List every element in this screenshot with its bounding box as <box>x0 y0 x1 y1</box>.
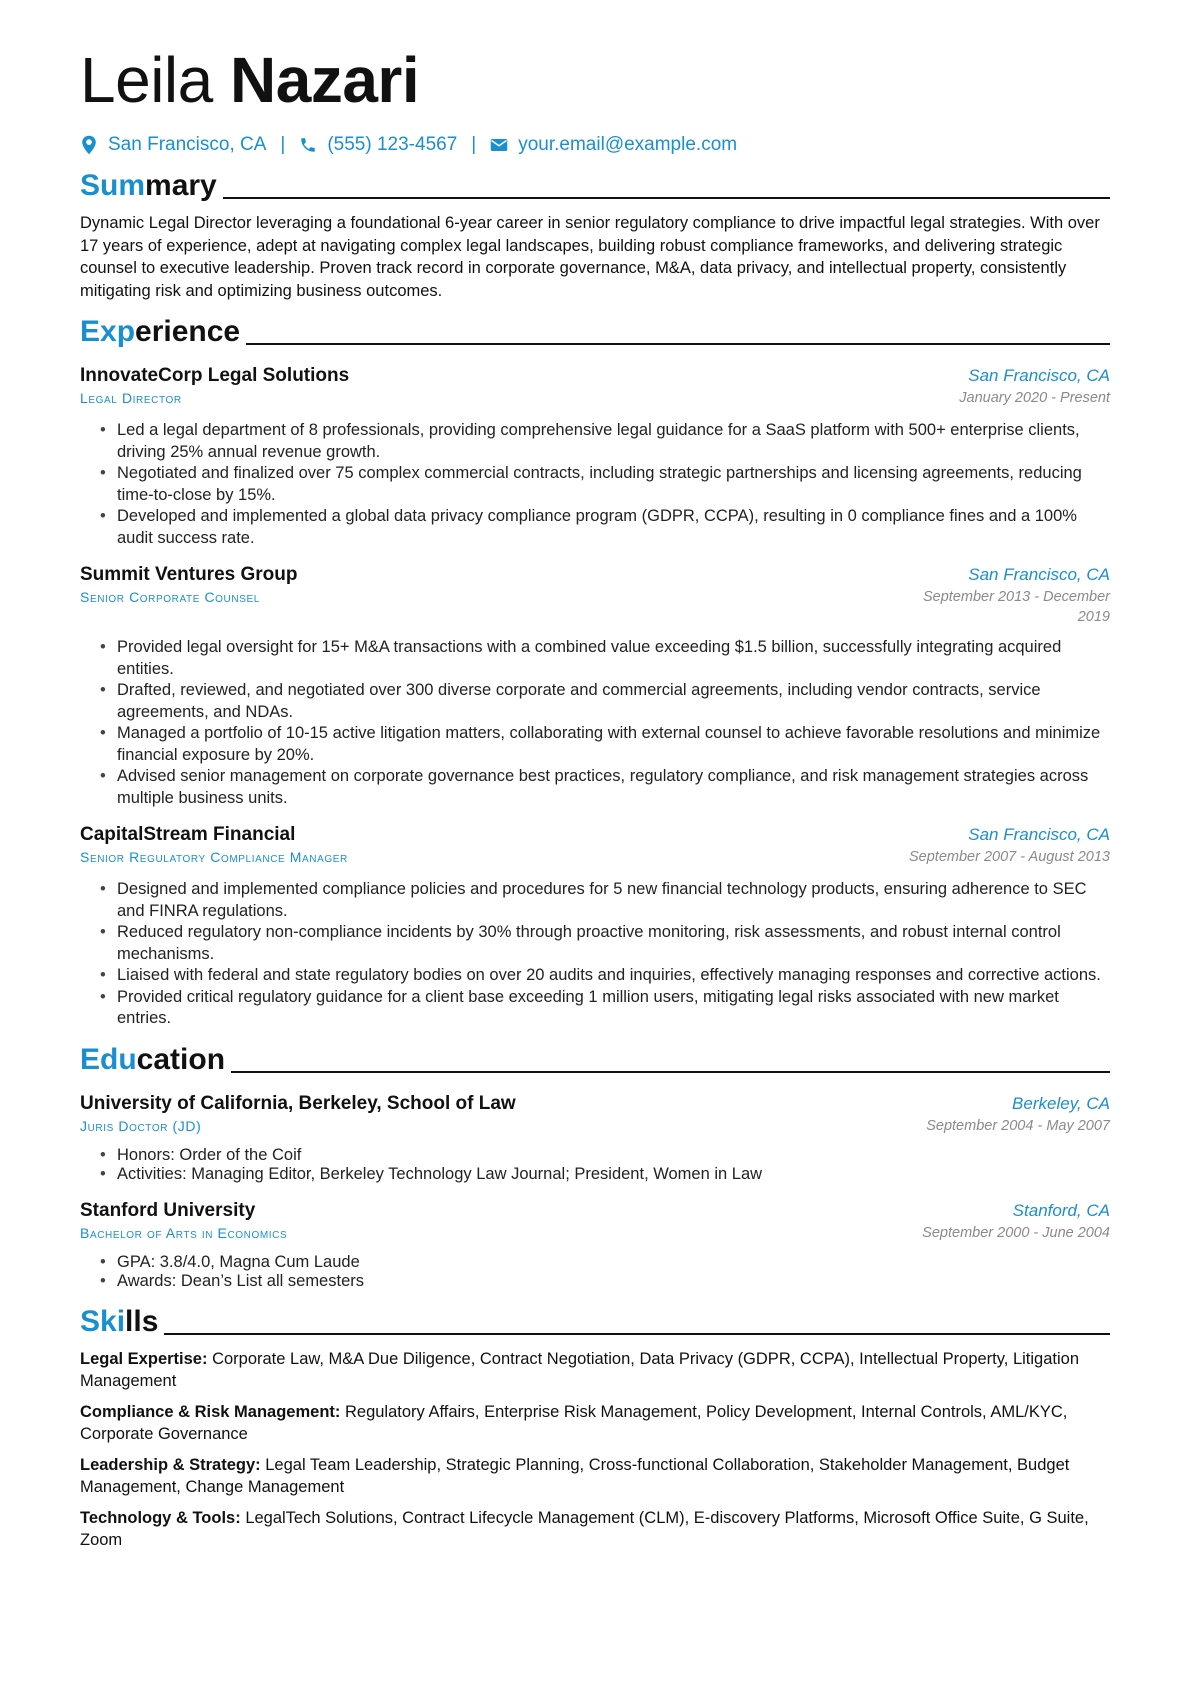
degree: Juris Doctor (JD) <box>80 1117 202 1134</box>
first-name: Leila <box>80 44 213 116</box>
skill-group-label: Technology & Tools: <box>80 1508 241 1527</box>
achievement-item: • Developed and implemented a global data privacy compliance program (GDPR, CCPA), resulting in 0 compliance fines and a 100% audit success rate. <box>100 506 1110 549</box>
skill-group-label: Compliance & Risk Management: <box>80 1402 341 1421</box>
education-detail-item: • Activities: Managing Editor, Berkeley Technology Law Journal; President, Women in Law <box>100 1165 1110 1185</box>
job-dates: January 2020 - Present <box>959 390 1110 406</box>
skill-group-items: Legal Team Leadership, Strategic Planning, Cross-functional Collaboration, Stakeholder Management, Budget Management, Change Management <box>80 1455 1070 1496</box>
school-dates: September 2004 - May 2007 <box>926 1117 1110 1134</box>
education-heading-accent: Edu <box>80 1042 137 1076</box>
education-entry <box>80 1199 1110 1292</box>
degree: Bachelor of Arts in Economics <box>80 1224 288 1241</box>
school-location: Stanford, CA <box>1012 1200 1110 1220</box>
location-text: San Francisco, CA <box>108 134 267 155</box>
skill-group <box>80 1454 1110 1499</box>
experience-heading <box>80 314 1110 350</box>
summary-text: Dynamic Legal Director leveraging a foundational 6-year career in senior regulatory compliance to drive impactful legal strategies. With over 17 years of experience, adept at navigating complex legal landscapes, building robust compliance frameworks, and delivering strategic counsel to executive leadership. Proven track record in corporate governance, M&A, data privacy, and intellectual property, consistently mitigating risk and optimizing business outcomes. <box>80 214 1100 300</box>
experience-entry <box>80 823 1110 1030</box>
skill-group-items: Regulatory Affairs, Enterprise Risk Management, Policy Development, Internal Controls, AML/KYC, Corporate Governance <box>80 1402 1068 1443</box>
achievement-item: • Advised senior management on corporate governance best practices, regulatory compliance, and risk management strategies across multiple business units. <box>100 766 1110 809</box>
skill-group <box>80 1401 1110 1446</box>
job-location: San Francisco, CA <box>968 825 1110 844</box>
achievement-list <box>80 420 1110 549</box>
contact-phone[interactable] <box>299 134 457 156</box>
section-rule <box>246 343 1110 345</box>
contact-separator: | <box>471 134 477 155</box>
school-name: Stanford University <box>80 1199 256 1221</box>
summary-heading-accent: Sum <box>80 169 146 202</box>
achievement-item: • Managed a portfolio of 10-15 active litigation matters, collaborating with external counsel to achieve favorable resolutions and minimize financial exposure by 20%. <box>100 723 1110 766</box>
summary-heading <box>80 168 1110 204</box>
skills-heading-accent: Ski <box>80 1304 126 1338</box>
contact-location <box>80 134 266 156</box>
phone-text: (555) 123-4567 <box>327 134 458 155</box>
achievement-item: • Reduced regulatory non-compliance incidents by 30% through proactive monitoring, risk assessments, and robust internal control mechanisms. <box>100 922 1110 965</box>
company-name: CapitalStream Financial <box>80 824 296 845</box>
section-rule <box>223 197 1110 199</box>
achievement-item: • Provided legal oversight for 15+ M&A transactions with a combined value exceeding $1.5 billion, successfully integrating acquired entities. <box>100 637 1110 680</box>
job-title: Legal Director <box>80 390 182 406</box>
section-rule <box>231 1071 1110 1073</box>
contact-email[interactable] <box>490 134 737 156</box>
company-name: Summit Ventures Group <box>80 564 298 585</box>
education-details <box>80 1253 1110 1292</box>
job-location: San Francisco, CA <box>968 565 1110 584</box>
job-title: Senior Regulatory Compliance Manager <box>80 849 348 865</box>
achievement-item: • Drafted, reviewed, and negotiated over 300 diverse corporate and commercial agreements, including vendor contracts, service agreements, and NDAs. <box>100 680 1110 723</box>
last-name: Nazari <box>230 44 420 116</box>
school-location: Berkeley, CA <box>1012 1093 1110 1113</box>
skill-group <box>80 1507 1110 1552</box>
candidate-name <box>80 40 1110 120</box>
skills-heading <box>80 1304 1110 1340</box>
contact-info <box>80 134 1110 156</box>
experience-entry <box>80 563 1110 809</box>
skill-group-items: LegalTech Solutions, Contract Lifecycle Management (CLM), E-discovery Platforms, Microsoft Office Suite, G Suite, Zoom <box>80 1508 1089 1549</box>
company-name: InnovateCorp Legal Solutions <box>80 365 350 386</box>
skill-group-label: Leadership & Strategy: <box>80 1455 261 1474</box>
contact-separator: | <box>280 134 286 155</box>
summary-heading-rest: mary <box>145 169 217 202</box>
experience-entry <box>80 364 1110 549</box>
achievement-item: • Led a legal department of 8 professionals, providing comprehensive legal guidance for a SaaS platform with 500+ enterprise clients, driving 25% annual revenue growth. <box>100 420 1110 463</box>
job-title: Senior Corporate Counsel <box>80 589 260 605</box>
achievement-list <box>80 637 1110 809</box>
achievement-item: • Designed and implemented compliance policies and procedures for 5 new financial technology products, ensuring adherence to SEC and FINRA regulations. <box>100 879 1110 922</box>
achievement-item: • Provided critical regulatory guidance for a client base exceeding 1 million users, mitigating legal risks associated with new market entries. <box>100 987 1110 1030</box>
skill-group-label: Legal Expertise: <box>80 1349 208 1368</box>
skills-heading-rest: lls <box>125 1304 159 1338</box>
phone-icon <box>299 135 317 155</box>
education-entry <box>80 1092 1110 1185</box>
education-heading-rest: cation <box>136 1042 226 1076</box>
education-detail-item: • Honors: Order of the Coif <box>100 1146 1110 1166</box>
achievement-item: • Liaised with federal and state regulatory bodies on over 20 audits and inquiries, effectively managing responses and corrective actions. <box>100 965 1110 987</box>
education-detail-item: • GPA: 3.8/4.0, Magna Cum Laude <box>100 1253 1110 1273</box>
achievement-item: • Negotiated and finalized over 75 complex commercial contracts, including strategic partnerships and licensing agreements, reducing time-to-close by 15%. <box>100 463 1110 506</box>
education-heading <box>80 1042 1110 1078</box>
experience-heading-accent: Exp <box>80 315 136 348</box>
education-details <box>80 1146 1110 1185</box>
map-pin-icon <box>80 135 98 155</box>
education-detail-item: • Awards: Dean’s List all semesters <box>100 1272 1110 1292</box>
email-link[interactable]: your.email@example.com <box>518 134 738 155</box>
envelope-icon <box>490 135 508 155</box>
experience-heading-rest: erience <box>135 315 241 348</box>
job-dates: September 2013 - December 2019 <box>923 589 1110 625</box>
achievement-list <box>80 879 1110 1030</box>
skill-group <box>80 1348 1110 1393</box>
job-dates: September 2007 - August 2013 <box>909 849 1110 865</box>
skill-group-items: Corporate Law, M&A Due Diligence, Contract Negotiation, Data Privacy (GDPR, CCPA), Intellectual Property, Litigation Management <box>80 1349 1079 1390</box>
job-location: San Francisco, CA <box>968 366 1110 385</box>
school-dates: September 2000 - June 2004 <box>922 1224 1110 1241</box>
section-rule <box>164 1333 1110 1335</box>
school-name: University of California, Berkeley, School of Law <box>80 1092 516 1114</box>
